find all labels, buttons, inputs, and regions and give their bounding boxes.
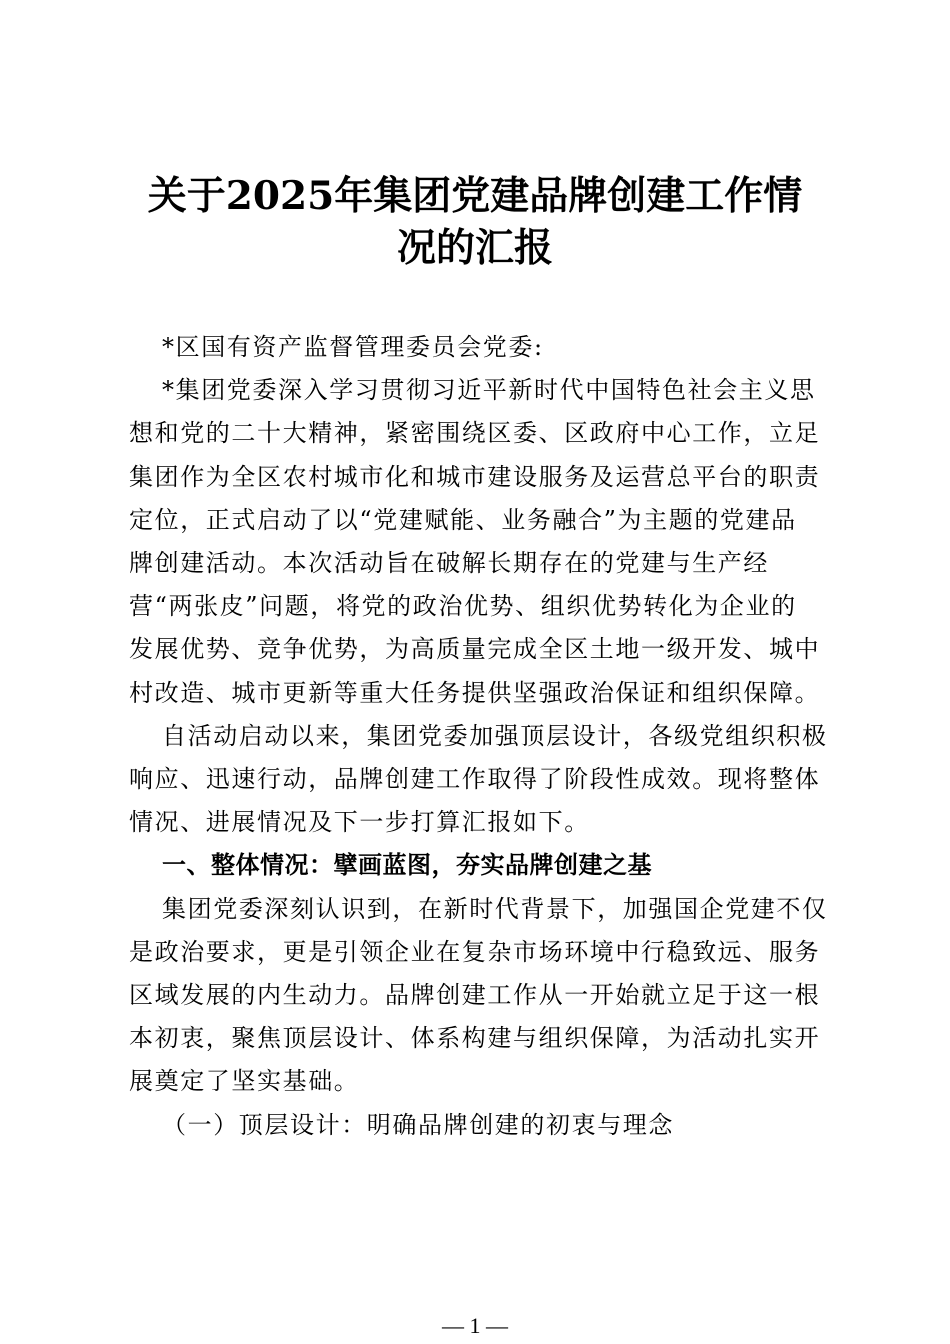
paragraph-line: 响应、迅速行动，品牌创建工作取得了阶段性成效。现将整体: [129, 765, 821, 794]
paragraph-line: 本初衷，聚焦顶层设计、体系构建与组织保障，为活动扎实开: [129, 1024, 821, 1053]
paragraph-line: 自活动启动以来，集团党委加强顶层设计，各级党组织积极: [162, 721, 828, 750]
paragraph-line: 情况、进展情况及下一步打算汇报如下。: [129, 808, 590, 837]
document-title: [120, 170, 830, 274]
section-heading-1: [129, 844, 825, 887]
paragraph-line: 发展优势、竞争优势，为高质量完成全区土地一级开发、城中: [129, 635, 821, 664]
paragraph-intro: [129, 369, 825, 715]
paragraph-line: 区域发展的内生动力。品牌创建工作从一开始就立足于这一根: [129, 981, 821, 1010]
heading-text: 一、整体情况：擘画蓝图，夯实品牌创建之基: [162, 851, 652, 880]
paragraph-line: 想和党的二十大精神，紧密围绕区委、区政府中心工作，立足: [129, 419, 821, 448]
paragraph-line: 集团作为全区农村城市化和城市建设服务及运营总平台的职责: [129, 462, 821, 491]
paragraph-line: *集团党委深入学习贯彻习近平新时代中国特色社会主义思: [162, 376, 816, 405]
paragraph-line: 集团党委深刻认识到，在新时代背景下，加强国企党建不仅: [162, 894, 828, 923]
paragraph-line: 村改造、城市更新等重大任务提供坚强政治保证和组织保障。: [129, 678, 821, 707]
page-number: — 1 —: [442, 1313, 508, 1338]
paragraph-progress: [129, 715, 828, 845]
heading-text: （一）顶层设计：明确品牌创建的初衷与理念: [162, 1110, 674, 1139]
paragraph-line: 展奠定了坚实基础。: [129, 1067, 360, 1096]
document-body: [129, 326, 828, 1147]
title-line-2: 况的汇报: [396, 225, 553, 271]
paragraph-overview: [129, 888, 828, 1104]
paragraph-line: 牌创建活动。本次活动旨在破解长期存在的党建与生产经: [129, 549, 769, 578]
paragraph-line: 营“两张皮”问题，将党的政治优势、组织优势转化为企业的: [129, 592, 797, 621]
paragraph-line: 定位，正式启动了以“党建赋能、业务融合”为主题的党建品: [129, 505, 797, 534]
paragraph-line: 是政治要求，更是引领企业在复杂市场环境中行稳致远、服务: [129, 937, 821, 966]
salutation-text: *区国有资产监督管理委员会党委:: [162, 333, 544, 361]
subsection-heading-1: [129, 1104, 825, 1147]
title-line-1: 关于2025年集团党建品牌创建工作情: [147, 173, 803, 219]
salutation: [129, 326, 825, 369]
